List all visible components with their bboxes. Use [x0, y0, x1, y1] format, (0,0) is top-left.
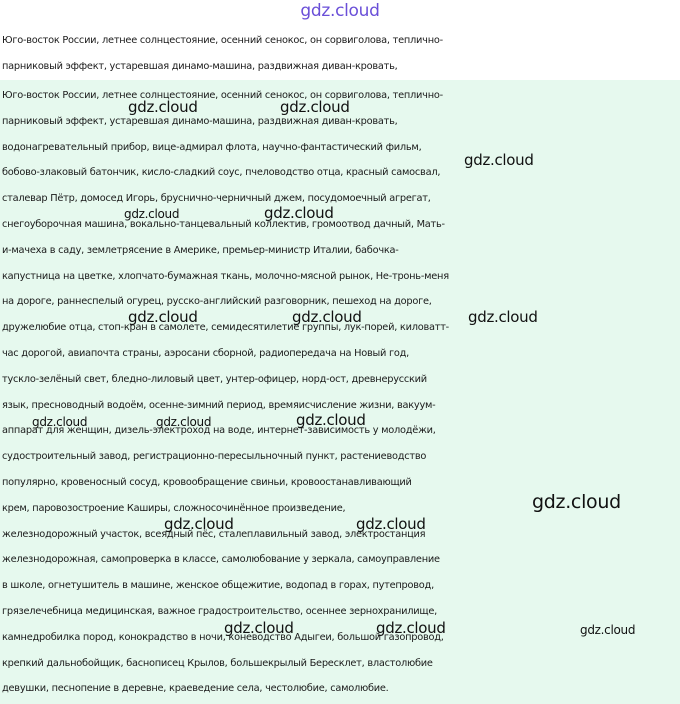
text-line: язык, пресноводный водоём, осенне-зимний период, времяисчисление жизни, вакуум- [2, 399, 436, 411]
watermark: gdz.cloud [128, 308, 198, 326]
watermark: gdz.cloud [356, 515, 426, 533]
watermark: gdz.cloud [128, 98, 198, 116]
text-line: парниковый эффект, устаревшая динамо-машина, раздвижная диван-кровать, [2, 60, 398, 72]
text-line: и-мачеха в саду, землетрясение в Америке, премьер-министр Италии, бабочка- [2, 244, 399, 256]
watermark: gdz.cloud [464, 151, 534, 169]
text-line: на дороге, раннеспелый огурец, русско-английский разговорник, пешеход на дороге, [2, 296, 432, 308]
watermark: gdz.cloud [164, 515, 234, 533]
task-text [0, 28, 680, 80]
watermark: gdz.cloud [124, 207, 180, 221]
text-line: железнодорожная, самопроверка в классе, самолюбование у зеркала, самоуправление [2, 554, 440, 566]
answer-block [0, 80, 680, 704]
text-line: парниковый эффект, устаревшая динамо-машина, раздвижная диван-кровать, [2, 115, 398, 127]
watermark: gdz.cloud [580, 623, 636, 637]
text-line: камнедробилка пород, конокрадство в ночи, коневодство Адыгеи, большой газопровод, [2, 631, 444, 643]
text-line: Юго-восток России, летнее солнцестояние, осенний сенокос, он сорвиголова, теплично- [2, 90, 443, 101]
text-line: в школе, огнетушитель в машине, женское общежитие, водопад в горах, путепровод, [2, 580, 434, 592]
watermark: gdz.cloud [264, 204, 334, 222]
text-line: снегоуборочная машина, вокально-танцевальный коллектив, громоотвод дачный, Мать- [2, 218, 445, 230]
text-line: капустница на цветке, хлопчато-бумажная ткань, молочно-мясной рынок, Не-тронь-меня [2, 270, 449, 282]
text-line: тускло-зелёный свет, бледно-лиловый цвет, унтер-офицер, норд-ост, древнерусский [2, 373, 427, 385]
watermark: gdz.cloud [224, 619, 294, 637]
text-line: девушки, песнопение в деревне, краеведение села, честолюбие, самолюбие. [2, 683, 389, 695]
text-line: час дорогой, авиапочта страны, аэросани сборной, радиопередача на Новый год, [2, 347, 409, 359]
text-line: аппарат для женщин, дизель-электроход на воде, интернет-зависимость у молодёжи, [2, 425, 436, 437]
text-line: грязелечебница медицинская, важное градостроительство, осеннее зернохранилище, [2, 605, 437, 617]
text-line: крепкий дальнобойщик, баснописец Крылов, большекрылый Бересклет, властолюбие [2, 657, 433, 669]
watermark: gdz.cloud [280, 98, 350, 116]
text-line: железнодорожный участок, всеядный пёс, сталеплавильный завод, электростанция [2, 528, 426, 540]
watermark: gdz.cloud [292, 308, 362, 326]
watermark: gdz.cloud [376, 619, 446, 637]
watermark: gdz.cloud [296, 411, 366, 429]
watermark: gdz.cloud [32, 415, 88, 429]
watermark: gdz.cloud [156, 415, 212, 429]
watermark: gdz.cloud [532, 491, 621, 513]
text-line: крем, паровозостроение Каширы, сложносочинённое произведение, [2, 502, 346, 514]
text-line: бобово-злаковый батончик, кисло-сладкий соус, пчеловодство отца, красный самосвал, [2, 167, 441, 179]
watermark: gdz.cloud [468, 308, 538, 326]
text-line: судостроительный завод, регистрационно-пересыльночный пункт, растениеводство [2, 451, 427, 463]
answer-text [0, 83, 680, 702]
text-line: дружелюбие отца, стоп-кран в самолете, семидесятилетие группы, лук-порей, киловатт- [2, 322, 449, 334]
text-line: сталевар Пётр, домосед Игорь, бруснично-черничный джем, посудомоечный агрегат, [2, 193, 431, 205]
text-line: Юго-восток России, летнее солнцестояние, осенний сенокос, он сорвиголова, теплично- [2, 35, 443, 46]
text-line: водонагревательный прибор, вице-адмирал флота, научно-фантастический фильм, [2, 141, 422, 153]
site-logo[interactable]: gdz.cloud [300, 1, 380, 21]
text-line: популярно, кровеносный сосуд, кровообращение свиньи, кровоостанавливающий [2, 476, 412, 488]
